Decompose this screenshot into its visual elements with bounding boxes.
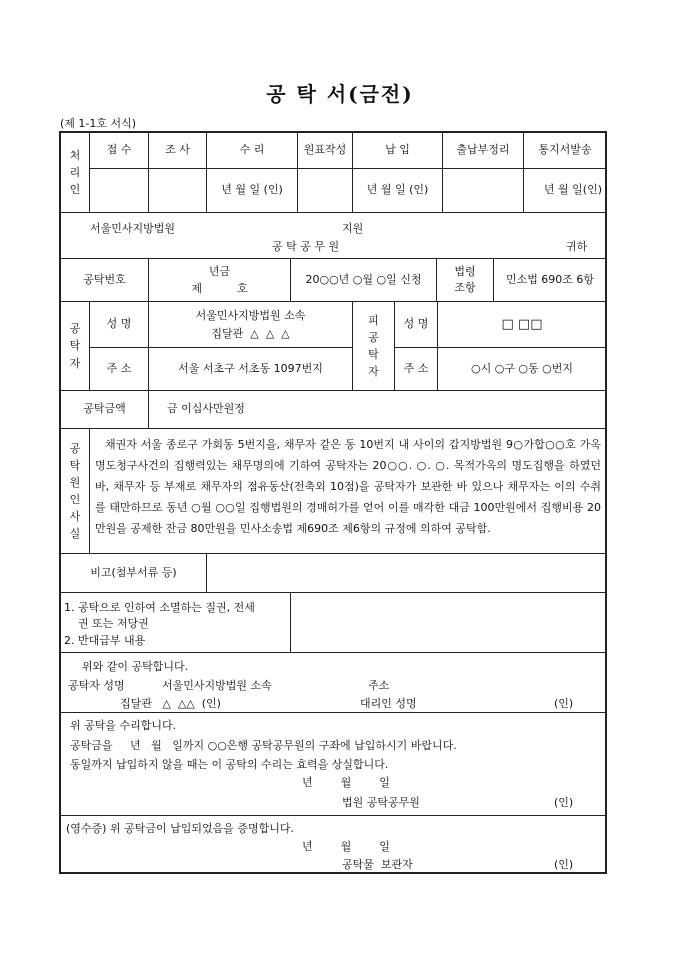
reason-label — [60, 428, 90, 554]
depositor-label — [60, 301, 90, 391]
depositee-name: □ □□ — [437, 301, 607, 348]
header-notice: 통지서발송 — [523, 132, 607, 169]
address-label: 주소 — [368, 679, 390, 692]
label-char: 공 — [69, 441, 81, 455]
label-char: 피 — [368, 313, 379, 327]
depositor-person: 집달관 △ △ △ — [211, 326, 290, 340]
acceptance-date: 년 월 일 — [302, 776, 390, 789]
remarks-label: 비고(첨부서류 등) — [60, 553, 207, 593]
item-1: 1. 공탁으로 인하여 소멸하는 질권, 전세 — [64, 601, 255, 614]
payment-instruction: 공탁금을 년 월 일까지 ○○은행 공탁공무원의 구좌에 납입하시기 바랍니다. — [70, 739, 457, 752]
officer-seal: (인) — [554, 796, 574, 809]
item-1-cont: 권 또는 저당권 — [78, 617, 149, 630]
page-title: 공 탁 서(금전) — [266, 82, 414, 106]
header-payment: 납 입 — [352, 132, 443, 169]
declaration-text: 위와 같이 공탁합니다. — [82, 660, 189, 673]
apply-date: 20○○년 ○월 ○일 신청 — [290, 258, 437, 302]
court-name: 서울민사지방법원 — [90, 222, 176, 235]
depositor-affiliation: 서울민사지방법원 소속 — [195, 309, 306, 323]
label-char: 탁 — [69, 339, 81, 353]
depositee-name-label: 성 명 — [394, 301, 438, 348]
deposit-no-value — [148, 258, 291, 302]
court-officer-label: 법원 공탁공무원 — [342, 796, 420, 809]
header-ledger: 원표작성 — [297, 132, 353, 169]
label-char: 탁 — [69, 458, 81, 472]
header-receive: 접 수 — [89, 132, 149, 169]
keeper-label: 공탁물 보관자 — [342, 858, 413, 871]
court-officer: 공 탁 공 무 원 — [272, 240, 340, 253]
item-2: 2. 반대급부 내용 — [64, 634, 146, 647]
label-char: 자 — [69, 356, 81, 370]
remarks-value — [206, 553, 607, 593]
deposit-no-label: 공탁번호 — [60, 258, 149, 302]
label-char: 공 — [368, 330, 379, 344]
receipt-date: 년 월 일 — [302, 840, 390, 853]
label-char: 사 — [69, 510, 81, 524]
label-char: 처 — [69, 148, 81, 162]
label-char: 인 — [69, 493, 81, 506]
depositor-name — [148, 301, 353, 348]
form-number: (제 1-1호 서식) — [60, 117, 137, 130]
depositor-affiliation: 서울민사지방법원 소속 — [162, 679, 272, 692]
acceptance-text: 위 공탁을 수리합니다. — [70, 719, 177, 732]
deposit-no: 제 호 — [191, 282, 248, 295]
depositee-label — [352, 301, 395, 391]
receipt-text: (영수증) 위 공탁금이 납입되었음을 증명합니다. — [66, 822, 294, 835]
year-kind: 년금 — [208, 264, 231, 278]
header-accept: 수 리 — [206, 132, 298, 169]
keeper-seal: (인) — [554, 858, 574, 871]
depositee-addr-label: 주 소 — [394, 347, 438, 391]
amount-value: 금 이십사만원정 — [148, 390, 607, 429]
depositor-name-label: 성 명 — [89, 301, 149, 348]
court-branch: 지원 — [342, 222, 364, 235]
expiry-notice: 동일까지 납입하지 않을 때는 이 공탁의 수리는 효력을 상실합니다. — [70, 758, 389, 771]
label-char: 인 — [69, 183, 81, 197]
honorific: 귀하 — [566, 240, 588, 253]
notice-date: 년 월 일(인) — [523, 168, 607, 213]
label-char: 원 — [69, 475, 81, 489]
items-value — [290, 592, 607, 653]
receive-cell — [89, 168, 149, 213]
review-cell — [148, 168, 207, 213]
label-char: 자 — [368, 365, 379, 379]
amount-label: 공탁금액 — [60, 390, 149, 429]
agent-seal: (인) — [554, 697, 574, 710]
label-char: 탁 — [368, 348, 379, 361]
payment-date: 년 월 일 (인) — [352, 168, 443, 213]
law-label: 법령 조항 — [436, 258, 494, 302]
ledger-cell — [297, 168, 353, 213]
agent-name-label: 대리인 성명 — [360, 697, 417, 710]
label-char: 실 — [69, 527, 81, 541]
cashbook-cell — [442, 168, 524, 213]
label-char: 공 — [69, 322, 81, 336]
law-value: 민소법 690조 6항 — [493, 258, 607, 302]
depositor-name-label: 공탁자 성명 — [68, 679, 125, 692]
depositor-address: 서울 서초구 서초동 1097번지 — [148, 347, 353, 391]
processing-label — [60, 132, 90, 213]
reason-text: 채권자 서울 종로구 가회동 5번지을, 채무자 같은 동 10번지 내 사이의 갑지방법원 9○가합○○호 가옥명도청구사건의 집행력있는 채무명의에 기하여 공탁자는 20○○. ○. ○. 목적가옥의 명도집행을 하였던 바, 채무자 등 부재로 채무자의 점유동산(전축외 10점)을 공탁자가 보관한 바 있으나 채무자는 이의 수취를 태만하므로 동년 ○월 ○○일 집행법원의 경매허가를 얻어 이를 매각한 대금 100만원에서 집행비용 20만원을 공제한 잔금 80만원을 민사소송법 제690조 제6항의 규정에 의하여 공탁함. — [95, 438, 601, 535]
depositee-address: ○시 ○구 ○동 ○번지 — [437, 347, 607, 391]
header-cashbook: 출납부정리 — [442, 132, 524, 169]
header-review: 조 사 — [148, 132, 207, 169]
label-char: 리 — [69, 165, 81, 179]
accept-date: 년 월 일 (인) — [206, 168, 298, 213]
depositor-signature: 집달관 △ △△ (인) — [120, 697, 221, 710]
depositor-addr-label: 주 소 — [89, 347, 149, 391]
